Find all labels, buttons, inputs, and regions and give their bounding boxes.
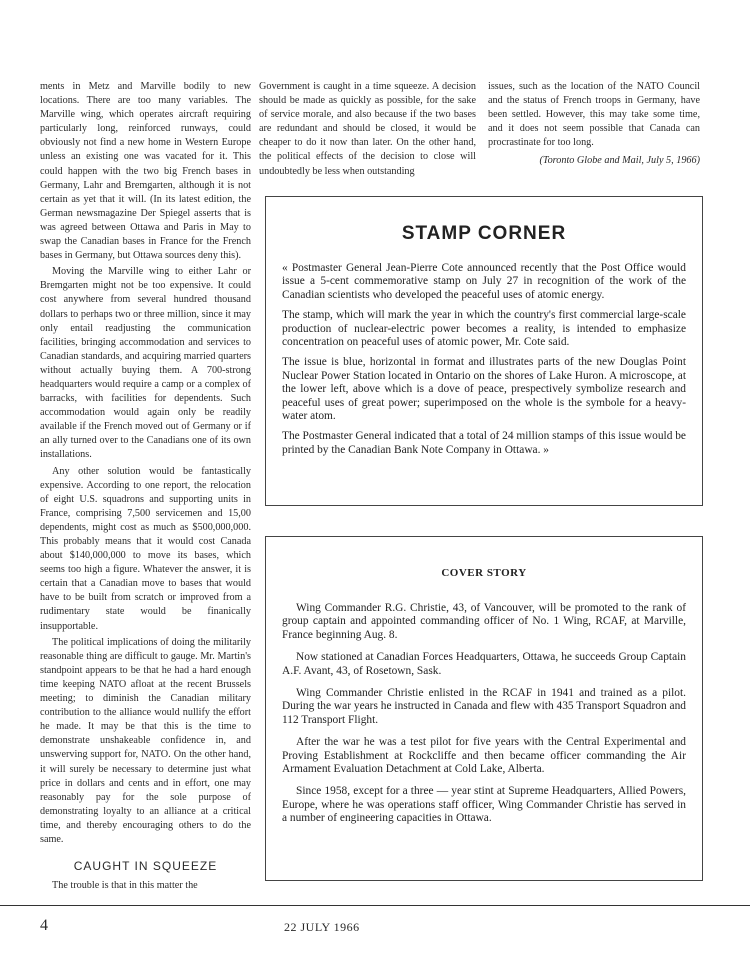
article-paragraph: The trouble is that in this matter the (52, 880, 198, 892)
stamp-paragraph: « Postmaster General Jean-Pierre Cote announced recently that the Post Office would issue a 5-cent commemorative stamp on July 27 in recognition of the work of the Canadian scientists who developed the peaceful uses of atomic energy. (282, 262, 686, 301)
cover-paragraph: Now stationed at Canadian Forces Headquarters, Ottawa, he succeeds Group Captain A.F. Avant, 43, of Rosetown, Sask. (282, 651, 686, 677)
article-paragraph: Moving the Marville wing to either Lahr or Bremgarten might not be too expensive. It could cost anywhere from several hundred thousand dollars to perhaps two or three million, since it may only entail readjusting the communication facilities, bringing accommodation and services to Canadian standards, and acquiring married quarters without actually buying them. A 700-strong headquarters would require a camp or a complex of barracks, with facilities for dependents. Such accommodation would again only be readily available if the French moved out of Germany or if an ally turned over to the Canadians one of its own installations. (40, 266, 251, 461)
section-subheading: CAUGHT IN SQUEEZE (73, 859, 218, 874)
article-paragraph: Government is caught in a time squeeze. A decision should be made as quickly as possible, for the sake of service morale, and also because if the two bases are redundant and should be closed, it would be cheaper to do it now than later. On the other hand, the political effects of the decision to close will undoubtedly be less when outstanding (259, 81, 476, 177)
footer-divider (0, 905, 750, 906)
stamp-corner-title: STAMP CORNER (401, 223, 567, 244)
article-paragraph: Any other solution would be fantastically expensive. According to one report, the relocation of eight U.S. squadrons and supporting units in France, comprising 7,500 servicemen and 15,00 dependents, might cost as much as $500,000,000. This probably means that it would cost Canada about $140,000,000 to move its bases, which seems too high a figure. Whatever the answer, it is certain that a Canadian move to bases that would have to be built from scratch or improved from a rudimentary state would be finanically insupportable. (40, 465, 251, 632)
cover-paragraph: Wing Commander Christie enlisted in the RCAF in 1941 and trained as a pilot. During the war years he instructed in Canada and flew with 435 Transport Squadron and 112 Transport Flight. (282, 687, 686, 726)
article-paragraph: ments in Metz and Marville bodily to new locations. There are too many variables. The Marville wing, which operates aircraft requiring particularly long, reinforced runways, could obviously not find a new home in Western Europe unless an existing one was vacated for it. This could happen with the two big French bases in Germany, Lahr and Bremgarten, although it is not certain as yet that it will. (In its latest edition, the German newsmagazine Der Spiegel asserts that is was agreed between Ottawa and Paris in May to swap the Canadian bases in France for the French bases in Germany, but Ottawa sources deny this). (40, 81, 251, 262)
cover-paragraph: Wing Commander R.G. Christie, 43, of Vancouver, will be promoted to the rank of group captain and appointed commanding officer of No. 1 Wing, RCAF, at Marville, France beginning Aug. 8. (282, 602, 686, 641)
article-paragraph: The political implications of doing the militarily reasonable thing are difficult to gauge. Mr. Martin's standpoint appears to be that he had a hard enough time keeping NATO afloat at the recent Brussels meeting; to diminish the Canadian military contribution to the alliance would nullify the effort he made. It may be that this is the time to demonstrate unshakeable confidence in, and unswerving support for, NATO. On the other hand, it will surely be necessary to determine just what price in dollars and cents and in effort, one may reasonably pay for the sole purpose of demonstrating loyalty to an alliance at a critical time, and thereby encouraging others to do the same. (40, 636, 251, 845)
stamp-corner-box (265, 196, 703, 506)
cover-paragraph: After the war he was a test pilot for five years with the Central Experimental and Proving Establishment at Rockcliffe and then became officer commanding the Air Armament Evaluation Detachment at Cold Lake, Alberta. (282, 736, 686, 776)
source-citation: (Toronto Globe and Mail, July 5, 1966) (539, 155, 700, 167)
article-column-3 (488, 80, 700, 180)
issue-date: 22 JULY 1966 (284, 920, 360, 934)
cover-paragraph: Since 1958, except for a three — year stint at Supreme Headquarters, Allied Powers, Europe, where he was operations staff officer, Wing Commander Christie has served in a number of engineering capacities in Ottawa. (282, 785, 686, 825)
stamp-paragraph: The Postmaster General indicated that a total of 24 million stamps of this issue would be printed by the Canadian Bank Note Company in Ottawa. » (282, 430, 686, 456)
article-paragraph: issues, such as the location of the NATO Council and the status of French troops in Germany, have been settled. However, this may take some time, and it does not seem possible that Canada can procrastinate for too long. (488, 81, 700, 149)
cover-story-title: COVER STORY (441, 567, 527, 579)
stamp-paragraph: The issue is blue, horizontal in format and illustrates parts of the new Douglas Point Nuclear Power Station located in Ontario on the shores of Lake Huron. A microscope, at the lower left, above which is a dove of peace, prespectively symbolize research and peaceful uses of great power; superimposed on the whole is the symbole for a heavy-water atom. (282, 356, 686, 423)
stamp-corner-body (282, 262, 686, 464)
article-column-2 (259, 80, 476, 180)
article-column-1 (40, 80, 251, 910)
cover-story-box (265, 536, 703, 881)
stamp-paragraph: The stamp, which will mark the year in which the country's first commercial large-scale production of nuclear-electric power becomes a reality, is intended to emphasize concentration on peaceful uses of atomic power, Mr. Cote said. (282, 309, 686, 349)
page-number: 4 (40, 917, 48, 934)
cover-story-body (282, 602, 686, 835)
